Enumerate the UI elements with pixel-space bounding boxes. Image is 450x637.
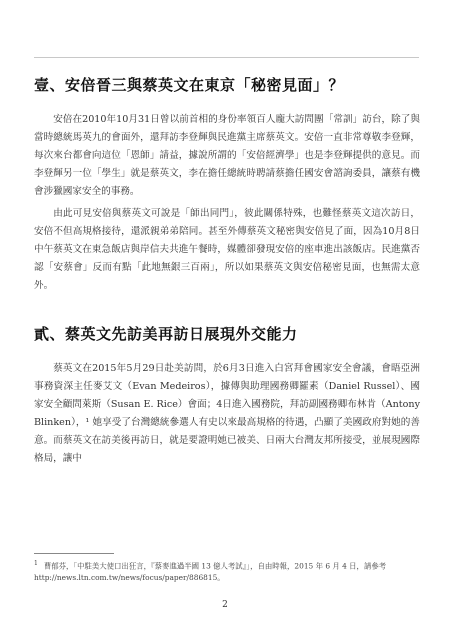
section-2-paragraph-1: 蔡英文在2015年5月29日赴美訪問，於6月3日進入白宮拜會國家安全會議，會晤亞洲事務資深主任麥艾文（Evan Medeiros），據傳與助理國務卿羅素（Daniel Russel）、國家安全顧問萊斯（Susan E. Rice）會面；4日進入國務院，拜訪副國務卿布林肯（Antony Blinken），¹ 她享受了台灣總統參選人有史以來最高規格的待遇，凸顯了美國政府對她的善意。而蔡英文在訪美後再訪日，就是要證明她已被美、日兩大台灣友邦所接受，並展現國際格局，讓中 <box>34 363 420 464</box>
footnote <box>34 558 414 584</box>
header-rule <box>34 57 419 58</box>
document-body <box>34 64 420 472</box>
footnote-marker: 1 <box>34 560 38 567</box>
page-number: 2 <box>222 600 228 610</box>
section-heading-1: 壹、安倍晉三與蔡英文在東京「秘密見面」？ <box>34 76 345 94</box>
section-1-paragraph-1: 安倍在2010年10月31日曾以前首相的身份率領百人龐大訪問團「常訓」訪台，除了與當時總統馬英九的會面外，還拜訪李登輝與民進黨主席蔡英文。安倍一直非常尊敬李登輝，每次來台都會向這位「恩師」請益，據說所謂的「安倍經濟學」也是李登輝提供的意見。而李登輝另一位「學生」就是蔡英文，李在擔任總統時聘請蔡擔任國安會諮詢委員，讓蔡有機會涉獵國家安全的事務。 <box>34 114 420 197</box>
footnote-rule <box>34 553 114 554</box>
section-heading-2: 貳、蔡英文先訪美再訪日展現外交能力 <box>34 325 298 343</box>
footnote-text: 曹郁芬，「中駐美大使口出狂言，『蔡麥進過半國 13 億人考試』」，自由時報，2015 年 6 月 4 日，請參考 http://news.ltn.com.tw/news/focus/paper/886815。 <box>34 561 387 583</box>
section-1-paragraph-2: 由此可見安倍與蔡英文可說是「師出同門」，彼此關係特殊，也難怪蔡英文這次訪日，安倍不但高規格接待，還派親弟弟陪同。甚至外傳蔡英文秘密與安倍見了面，因為10月8日中午蔡英文在東急飯店與岸信夫共進午餐時，媒體卻發現安倍的座車進出該飯店。民進黨否認「安蔡會」反而有點「此地無銀三百兩」，所以如果蔡英文與安倍秘密見面，也無需太意外。 <box>34 208 420 291</box>
